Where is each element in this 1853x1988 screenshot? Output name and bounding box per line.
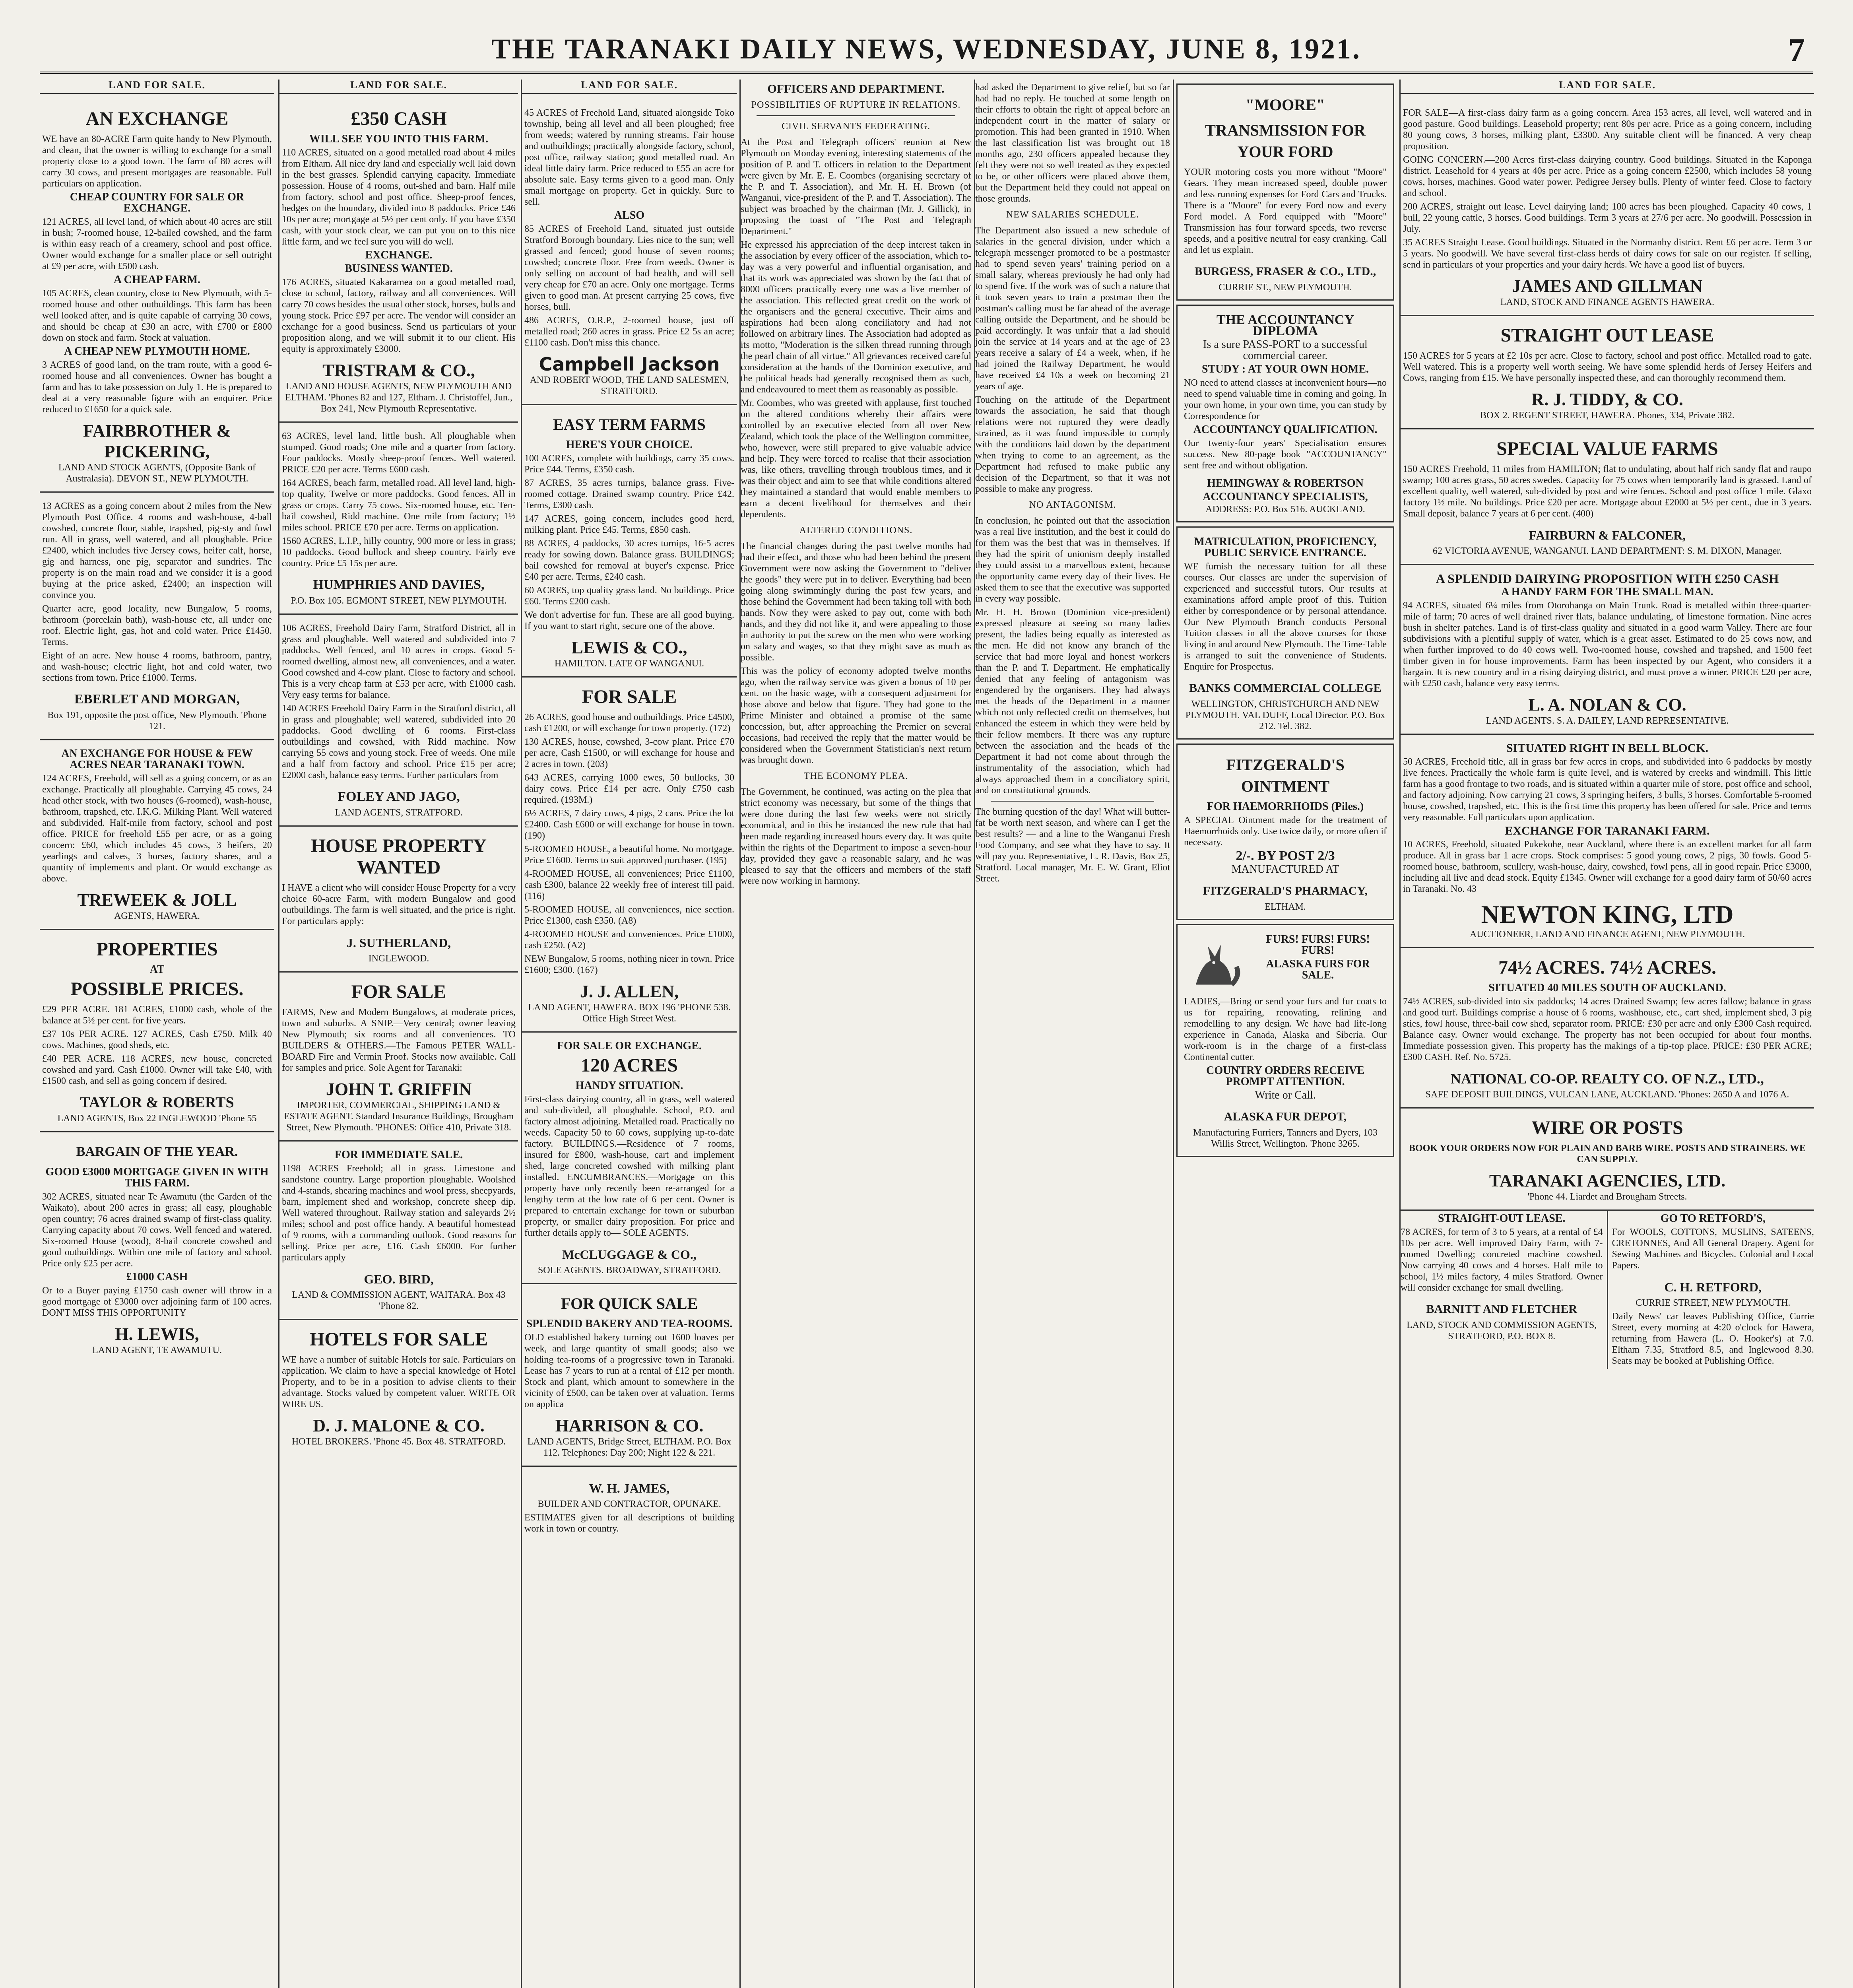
- advertiser-name: LEWIS & CO.,: [571, 638, 687, 657]
- advertiser-name: J. SUTHERLAND,: [346, 936, 451, 950]
- advertiser-name: FOLEY AND JAGO,: [338, 789, 460, 804]
- ad-120-acres: FOR SALE OR EXCHANGE. 120 ACRES HANDY SITUATION. First-class dairying country, all in grass, well watered and sub-divided, all ploughable. School, P.O. and factory almost adjoining. Metalled road. Practically no weeds. Capacity 50 to 60 cows, supplying up-to-date factory. BUILDINGS.—Residence of 7 rooms, insured for £800, wash-house, cart and implement shed, large concreted cowshed with milking plant installed. ENCUMBRANCES.—Mortgage on this property have only recently been re-arranged for a lengthy term at the low rate of 6 per cent. Owner is prepared to entertain exchange for town or suburban property, or smaller dairy proposition. For price and further details apply to— SOLE AGENTS. McCLUGGAGE & CO., SOLE AGENTS. BROADWAY, STRATFORD.: [522, 1033, 737, 1284]
- ad-newton-king: SITUATED RIGHT IN BELL BLOCK. 50 ACRES, Freehold title, all in grass bar few acres in crops, and subdivided into 6 paddocks by mostly live fences. Practically the whole farm is quite level, and is watered by creeks and windmill. This little farm has a good frontage to two roads, and is situated within a quarter mile of store, post office and school, and factory adjoining. Now carrying 21 cows, 3 springing heifers, 3 bulls, 3 horses. Comfortable 5-roomed house, cowshed, trapshed, etc. This is the first time this property has been offered for sale. Price and terms very reasonable. Full particulars upon application. EXCHANGE FOR TARANAKI FARM. 10 ACRES, Freehold, situated Pukekohe, near Auckland, where there is an excellent market for all farm produce. All in grass bar 1 acre crops. Stock comprises: 5 good young cows, 2 pigs, 30 fowls. Good 5-roomed house, bathroom, scullery, wash-house, dairy, cowshed, fowl pens, all in good repair. Price £3000, including all live and dead stock. Equity £1345. Owner will exchange for a good dairy farm of 50/60 acres in Taranaki. No. 43 NEWTON KING, LTD AUCTIONEER, LAND AND FINANCE AGENT, NEW PLYMOUTH.: [1401, 735, 1814, 948]
- column-6: [1173, 80, 1397, 1988]
- ad-wire-or-posts: WIRE OR POSTS BOOK YOUR ORDERS NOW FOR PLAIN AND BARB WIRE. POSTS AND STRAINERS. WE CAN SUPPLY. TARANAKI AGENCIES, LTD. 'Phone 44. Liardet and Brougham Streets.: [1401, 1109, 1814, 1211]
- ad-hotels-for-sale: HOTELS FOR SALE WE have a number of suitable Hotels for sale. Particulars on application. We claim to have a special knowledge of Hotel Property, and to be in a position to advise clients to their advantage. Stocks valued by competent valuer. WRITE OR WIRE US. D. J. MALONE & CO. HOTEL BROKERS. 'Phone 45. Box 48. STRATFORD.: [282, 1329, 516, 1447]
- advertiser-name: HUMPHRIES AND DAVIES,: [313, 577, 485, 592]
- ad-campbell-jackson: 45 ACRES of Freehold Land, situated alongside Toko township, being all level and all been ploughed; free from weeds; watered by running streams. Fair house and outbuildings; practically alongside factory, school, post office, railway station; good metalled road. An ideal little dairy farm. Price reduced to £55 an acre for absolute sale. Easy terms given to a good man. Only small mortgage on property. Get in quickly. Sure to sell. ALSO 85 ACRES of Freehold Land, situated just outside Stratford Borough boundary. Lies nice to the sun; well grassed and fenced; good house of seven rooms; cowshed; concrete floor. Free from weeds. Owner is only selling on account of bad health, and will sell very cheap for £70 an acre. Only one mortgage. Terms given to good man. At present carrying 25 cows, five horses, bull. 486 ACRES, O.R.P., 2-roomed house, just off metalled road; 260 acres in grass. Price £2 5s an acre; £1100 cash. Don't miss this chance. Campbell Jackson AND ROBERT WOOD, THE LAND SALESMEN, STRATFORD.: [522, 99, 737, 405]
- advertiser-name: NEWTON KING, LTD: [1481, 900, 1734, 928]
- section-label: LAND FOR SALE.: [40, 80, 274, 94]
- advertiser-name: J. J. ALLEN,: [580, 982, 679, 1001]
- ad-humphries-davies: 63 ACRES, level land, little bush. All ploughable when stumped. Good roads; One mile and a quarter from factory. Four paddocks. Mostly sheep-proof fences. Well watered. PRICE £20 per acre. Terms £600 cash. 164 ACRES, beach farm, metalled road. All level land, high-top quality, Twelve or more paddocks. Good fences. All in grass or crops. Carry 75 cows. Six-roomed house, etc. Ten-bail cowshed, Ridd machine. One mile from factory; 1½ miles school. PRICE £70 per acre. Terms on application. 1560 ACRES, L.I.P., hilly country, 900 more or less in grass; 10 paddocks. Good bullock and sheep country. Fairly eve country. Price £5 15s per acre. HUMPHRIES AND DAVIES, P.O. Box 105. EGMONT STREET, NEW PLYMOUTH.: [279, 423, 518, 615]
- ad-fitzgeralds-ointment: FITZGERALD'S OINTMENT FOR HAEMORRHOIDS (Piles.) A SPECIAL Ointment made for the treatment of Haemorrhoids only. Use twice daily, or more often if necessary. 2/-. BY POST 2/3 MANUFACTURED AT FITZGERALD'S PHARMACY, ELTHAM.: [1176, 744, 1394, 920]
- advertiser-name: BARNITT AND FLETCHER: [1426, 1303, 1577, 1316]
- ad-banks-commercial-college: MATRICULATION, PROFICIENCY, PUBLIC SERVICE ENTRANCE. WE furnish the necessary tuition for all these courses. Our classes are under the supervision of experienced and successful tutors. Our results at examinations afford ample proof of this. Tuition either by correspondence or by personal attendance. Our New Plymouth Branch conducts Personal Tuition classes in all the above courses for those living in and around New Plymouth. The Time-Table is arranged to suit the convenience of Students. Enquire for Prospectus. BANKS COMMERCIAL COLLEGE WELLINGTON, CHRISTCHURCH AND NEW PLYMOUTH. VAL DUFF, Local Director. P.O. Box 212. Tel. 382.: [1176, 526, 1394, 740]
- section-label: LAND FOR SALE.: [522, 80, 737, 94]
- ad-allen-for-sale: FOR SALE 26 ACRES, good house and outbuildings. Price £4500, cash £1200, or will exchange for town property. (172) 130 ACRES, house, cowshed, 3-cow plant. Price £70 per acre, Cash £1500, or will exchange for house and 2 acres in town. (203) 643 ACRES, carrying 1000 ewes, 50 bullocks, 30 dairy cows. Price £14 per acre. Only £750 cash required. (193M.) 6½ ACRES, 7 dairy cows, 4 pigs, 2 cans. Price the lot £2400. Cash £600 or will exchange for house in town. (190) 5-ROOMED HOUSE, a beautiful home. No mortgage. Price £1600. Terms to suit approved purchaser. (195) 4-ROOMED HOUSE, all conveniences; Price £1100, cash £300, balance 22 weekly free of interest till paid. (116) 5-ROOMED HOUSE, all conveniences, nice section. Price £1300, cash £350. (A8) 4-ROOMED HOUSE and conveniences. Price £1000, cash £250. (A2) NEW Bungalow, 5 rooms, nothing nicer in town. Price £1600; £300. (167) J. J. ALLEN, LAND AGENT, HAWERA. BOX 196 'PHONE 538. Office High Street West.: [522, 678, 737, 1033]
- column-7: [1399, 80, 1814, 1988]
- column-3: [521, 80, 737, 1988]
- advertiser-name: TRISTRAM & CO.,: [322, 361, 475, 380]
- ad-retfords: GO TO RETFORD'S, For WOOLS, COTTONS, MUSLINS, SATEENS, CRETONNES, And All General Drapery. Agent for Sewing Machines and Bicycles. Colonial and Local Papers. C. H. RETFORD, CURRIE STREET, NEW PLYMOUTH. Daily News' car leaves Publishing Office, Currie Street, every morning at 4:20 o'clock for Hawera, returning from Hawera (L. O. Hooker's) at 7.0. Eltham 7.35, Stratford 8.5, and Inglewood 8.30. Seats may be booked at Publishing Office.: [1612, 1212, 1814, 1366]
- advertiser-name: FAIRBROTHER & PICKERING,: [83, 421, 231, 461]
- advertiser-name: TREWEEK & JOLL: [77, 890, 237, 910]
- page-number: 7: [1788, 32, 1805, 69]
- advertiser-name: Campbell Jackson: [539, 353, 720, 375]
- section-label: LAND FOR SALE.: [279, 80, 518, 94]
- ad-for-quick-sale: FOR QUICK SALE SPLENDID BAKERY AND TEA-ROOMS. OLD established bakery turning out 1600 loaves per week, and large quantity of small goods; also we holding tea-rooms of a progressive town in Taranaki. Lease has 7 years to run at a rental of £12 per month. Stock and plant, which amount to somewhere in the vicinity of £500, can be taken over at valuation. Terms on applica HARRISON & CO. LAND AGENTS, Bridge Street, ELTHAM. P.O. Box 112. Telephones: Day 200; Night 122 & 221.: [522, 1284, 737, 1467]
- divider: [757, 115, 955, 116]
- ad-easy-term-farms: EASY TERM FARMS HERE'S YOUR CHOICE. 100 ACRES, complete with buildings, carry 35 cows. Price £44. Terms, £350 cash. 87 ACRES, 35 acres turnips, balance grass. Five-roomed cottage. Drained swamp country. Price £42. Terms, £300 cash. 147 ACRES, going concern, includes good herd, milking plant. Price £45. Terms, £850 cash. 88 ACRES, 4 paddocks, 30 acres turnips, 16-5 acres ready for sowing down. Balance grass. BUILDINGS; bail cowshed for removal at buyer's expense. Price £40 per acre. Terms, £240 cash. 60 ACRES, top quality grass land. No buildings. Price £60. Terms £200 cash. We don't advertise for fun. These are all good buying. If you want to start right, secure one of the above. LEWIS & CO., HAMILTON. LATE OF WANGANUI.: [522, 405, 737, 678]
- column-1: [40, 80, 274, 1988]
- advertiser-name: TARANAKI AGENCIES, LTD.: [1489, 1171, 1726, 1190]
- ad-geo-bird: FOR IMMEDIATE SALE. 1198 ACRES Freehold; all in grass. Limestone and sandstone country. Large proportion ploughable. Woolshed and 4-stands, shearing machines and wool press, sheepyards, barn, implement shed and workshop, concrete sheep dip. Well watered throughout. Railway station and saleyards 2½ miles; school and post office handy. A beautiful homestead of 9 rooms, with a commanding outlook. Good reasons for selling. Price per acre, £16. Cash £6000. For further particulars apply GEO. BIRD, LAND & COMMISSION AGENT, WAITARA. Box 43 'Phone 82.: [279, 1142, 518, 1320]
- column-2: [278, 80, 518, 1988]
- ad-alaska-furs: FURS! FURS! FURS! FURS! ALASKA FURS FOR SALE. LADIES,—Bring or send your furs and fur coats to us for repairing, renovating, relining and remodelling to any design. We have had life-long experience in Canada, Alaska and Siberia. Our work-room is in the charge of a first-class Continental cutter. COUNTRY ORDERS RECEIVE PROMPT ATTENTION. Write or Call. ALASKA FUR DEPOT, Manufacturing Furriers, Tanners and Dyers, 103 Willis Street, Wellington. 'Phone 3265.: [1176, 924, 1394, 1157]
- ad-griffin-for-sale: FOR SALE FARMS, New and Modern Bungalows, at moderate prices, town and suburbs. A SNIP.—Very central; owner leaving New Plymouth; six rooms and all conveniences. TO BUILDERS & OTHERS.—The Famous PETER WALL-BOARD Fire and Vermin Proof. Stocks now available. Call for samples and price. Sole Agent for Taranaki: JOHN T. GRIFFIN IMPORTER, COMMERCIAL, SHIPPING LAND & ESTATE AGENT. Standard Insurance Buildings, Brougham Street, New Plymouth. 'PHONES: Office 410, Private 318.: [279, 973, 518, 1142]
- advertiser-name: EBERLET AND MORGAN,: [74, 692, 240, 707]
- advertiser-name: JAMES AND GILLMAN: [1512, 276, 1703, 296]
- advertiser-name: H. LEWIS,: [115, 1324, 199, 1344]
- ad-eberlet-morgan: 13 ACRES as a going concern about 2 miles from the New Plymouth Post Office. 4 rooms and wash-house, 4-ball cowshed, concrete floor, stable, trapshed, pig-sty and fowl run. All in grass, well watered, and all ploughable. Price £2400, which includes five Jersey cows, heifer calf, horse, gig and harness, one pig, separator and sundries. The property is on the main road and we consider it is a good buying at the price asked, £2400; an inspection will convince you. Quarter acre, good locality, new Bungalow, 5 rooms, bathroom (porcelain bath), wash-house etc, all under one roof. Electric light, gas, hot and cold water. Price £1450. Terms. Eight of an acre. New house 4 rooms, bathroom, pantry, and wash-house; electric light, hot and cold water, two sections from town. Price £1000. Terms. EBERLET AND MORGAN, Box 191, opposite the post office, New Plymouth. 'Phone 121.: [40, 493, 274, 740]
- advertiser-name: FAIRBURN & FALCONER,: [1529, 528, 1686, 542]
- advertiser-name: FITZGERALD'S PHARMACY,: [1203, 884, 1368, 897]
- ad-splendid-dairying: A SPLENDID DAIRYING PROPOSITION WITH £250 CASH A HANDY FARM FOR THE SMALL MAN. 94 ACRES, situated 6¼ miles from Otorohanga on Main Trunk. Road is metalled within three-quarter-mile of farm; 70 acres of well drained river flats, balance undulating, of limestone formation. Nine acres bush in shelter patches. Land is of first-class quality and situated in a good warm Valley. There are four subdivisions with a plentiful supply of water, which is a great asset. Estimated to do 25 cows now, and when further improved to do 40 cows well. Two-roomed house, cowshed and trapshed, and 1500 feet timber given in for house improvements. Farm has been inspected by our Agent, who considers it a bargain. It is new country and in a rising dairying district, and must prove a winner. PRICE £20 per acre, with £250 cash, balance very easy terms. L. A. NOLAN & CO. LAND AGENTS. S. A. DAILEY, LAND REPRESENTATIVE.: [1401, 565, 1814, 735]
- ad-moore-transmission: "MOORE" TRANSMISSION FOR YOUR FORD YOUR motoring costs you more without "Moore" Gears. They mean increased speed, double power and less running expenses for Ford Cars and Trucks. There is a "Moore" for every Ford now and every Ford model. A Ford equipped with "Moore" Transmission has four forward speeds, two reverse speeds, and a positive neutral for easy cranking. Call and let us explain. BURGESS, FRASER & CO., LTD., CURRIE ST., NEW PLYMOUTH.: [1176, 83, 1394, 301]
- ad-barnitt-fletcher: STRAIGHT-OUT LEASE. 78 ACRES, for term of 3 to 5 years, at a rental of £4 10s per acre. Well improved Dairy Farm, with 7-roomed Dwelling; concreted machine cowshed. Now carrying 40 cows and 4 horses. Half mile to school, 1½ miles factory, 4 miles Stratford. Owner will consider exchange for small dwelling. BARNITT AND FLETCHER LAND, STOCK AND COMMISSION AGENTS, STRATFORD, P.O. BOX 8.: [1401, 1211, 1608, 1369]
- advertiser-name: TAYLOR & ROBERTS: [80, 1094, 234, 1111]
- ad-national-coop-realty: 74½ ACRES. 74½ ACRES. SITUATED 40 MILES SOUTH OF AUCKLAND. 74½ ACRES, sub-divided into six paddocks; 14 acres Drained Swamp; few acres fallow; balance in grass and good turf. Buildings comprise a house of 6 rooms, washhouse, etc., cart shed, implement shed, 3 pig sties, fowl house, three-bail cow shed, separator room. PRICE: £30 per acre and only £300 Cash required. Balance easy. Owner would exchange. The property has not been occupied for about four months. Immediate possession given. This property has the makings of a tip-top place. PRICE: £30 PER ACRE; £300 CASH. Ref. No. 5725. NATIONAL CO-OP. REALTY CO. OF N.Z., LTD., SAFE DEPOSIT BUILDINGS, VULCAN LANE, AUCKLAND. 'Phones: 2650 A and 1076 A.: [1401, 948, 1814, 1109]
- advertiser-name: ALASKA FUR DEPOT,: [1224, 1110, 1347, 1123]
- advertiser-name: JOHN T. GRIFFIN: [326, 1079, 472, 1099]
- fox-illustration-icon: [1184, 934, 1244, 994]
- advertiser-name: HARRISON & CO.: [555, 1416, 704, 1435]
- newspaper-title: THE TARANAKI DAILY NEWS, WEDNESDAY, JUNE 8, 1921.: [491, 33, 1361, 65]
- advertiser-name: NATIONAL CO-OP. REALTY CO. OF N.Z., LTD.,: [1451, 1071, 1764, 1087]
- advertiser-name: BURGESS, FRASER & CO., LTD.,: [1194, 265, 1376, 278]
- bottom-ads-row: [1401, 1211, 1814, 1369]
- advertiser-name: D. J. MALONE & CO.: [313, 1416, 485, 1435]
- ad-foley-jago: 106 ACRES, Freehold Dairy Farm, Stratford District, all in grass and ploughable. Well watered and subdivided into 7 paddocks. Well fenced, and 10 acres in crops. Good 5-roomed dwelling, almost new, all conveniences, and a water. Good cowshed and 4-cow plant. Close to factory and school. This is a very cheap farm at £53 per acre, with £1000 cash. Very easy terms for balance. 140 ACRES Freehold Dairy Farm in the Stratford district, all in grass and ploughable; well watered, subdivided into 20 paddocks. Good dwelling of 6 rooms. First-class outbuildings and cowshed, with Ridd machine. Now carrying 55 cows and young stock. Free of weeds. One mile and a half from factory and school. Price £15 per acre; £2000 cash, balance easy terms. Further particulars from FOLEY AND JAGO, LAND AGENTS, STRATFORD.: [279, 615, 518, 827]
- ad-an-exchange: AN EXCHANGE WE have an 80-ACRE Farm quite handy to New Plymouth, and clean, that the owner is willing to exchange for a small property close to a good town. The farm of 80 acres will carry 30 cows, and present mortgages are reasonable. Full particulars on application. CHEAP COUNTRY FOR SALE OR EXCHANGE. 121 ACRES, all level land, of which about 40 acres are still in bush; 7-roomed house, 12-bailed cowshed, and the farm is within easy reach of a creamery, school and post office. Owner would exchange for a smaller place or sell outright at £9 per acre, with £500 cash. A CHEAP FARM. 105 ACRES, clean country, close to New Plymouth, with 5-roomed house and other outbuildings. This farm has been well looked after, and is quite capable of carrying 30 cows, and should be cheap at £30 an acre, with £700 or £800 down on stock and farm. Stock at valuation. A CHEAP NEW PLYMOUTH HOME. 3 ACRES of good land, on the tram route, with a good 6-roomed house and all conveniences. Owner has bought a farm and has to take possession on July 1. He is prepared to deal at a very reasonable figure with an enquirer. Price reduced to £1650 for a quick sale. FAIRBROTHER & PICKERING, LAND AND STOCK AGENTS, (Opposite Bank of Australasia). DEVON ST., NEW PLYMOUTH.: [40, 99, 274, 493]
- ad-james-gillman: FOR SALE—A first-class dairy farm as a going concern. Area 153 acres, all level, well watered and in good pasture. Good buildings. Leasehold property; rent 80s per acre. Price as a going concern, including 80 young cows, 3 horses, milking plant, £3300. Any suitable client will be financed. A very cheap proposition. GOING CONCERN.—200 Acres first-class dairying country. Good buildings. Situated in the Kaponga district. Leasehold for 4 years at 40s per acre. Price as a going concern £2500, which includes 58 young cows, horses, machines. Good water power. Pedigree Jersey bulls. Plenty of winter feed. Close to factory and school. 200 ACRES, straight out lease. Level dairying land; 100 acres has been ploughed. Capacity 40 cows, 1 bull, 22 young cattle, 3 horses. Good buildings. Term 3 years at 27/6 per acre. No goodwill. Possession in July. 35 ACRES Straight Lease. Good buildings. Situated in the Normanby district. Rent £6 per acre. Term 3 or 5 years. No goodwill. We have several first-class herds of dairy cows for sale on our register. If selling, send in particulars of your properties and your dairy herds. We have a good list of buyers. JAMES AND GILLMAN LAND, STOCK AND FINANCE AGENTS HAWERA.: [1401, 99, 1814, 316]
- ad-special-value-farms: SPECIAL VALUE FARMS 150 ACRES Freehold, 11 miles from HAMILTON; flat to undulating, about half rich sandy flat and raupo swamp; 100 acres grass, 50 acres swedes. Capacity for 75 cows when temporarily land is grassed. Land of excellent quality, well watered, sub-divided by post and wire fences. School and post office 1 mile. Glaxo factory 1½ mile. No buildings. Price £20 per acre. Mortgage about £2000 at 5½ per cent., due in 3 years. Small deposit, balance 7 years at 6 per cent. (400) FAIRBURN & FALCONER, 62 VICTORIA AVENUE, WANGANUI. LAND DEPARTMENT: S. M. DIXON, Manager.: [1401, 429, 1814, 565]
- advertiser-name: R. J. TIDDY, & CO.: [1531, 390, 1683, 409]
- masthead: [40, 28, 1813, 74]
- divider: [991, 801, 1154, 802]
- ad-treweek-joll: AN EXCHANGE FOR HOUSE & FEW ACRES NEAR TARANAKI TOWN. 124 ACRES, Freehold, will sell as a going concern, or as an exchange. Practically all ploughable. Carrying 45 cows, 24 head other stock, with two houses (6-roomed), wash-house, bathroom, trapshed, etc. I.K.G. Milking Plant. Well watered and subdivided. Half-mile from factory, school and post office. PRICE for freehold £55 per acre, or as a going concern: £60, which includes 45 cows, 3 heifers, 20 yearlings and calves, 3 horses, factory shares, and a quantity of implements and plant. Or would exchange as above. TREWEEK & JOLL AGENTS, HAWERA.: [40, 740, 274, 930]
- ad-accountancy-diploma: THE ACCOUNTANCY DIPLOMA Is a sure PASS-PORT to a successful commercial career. STUDY : AT YOUR OWN HOME. NO need to attend classes at inconvenient hours—no need to spend valuable time in coming and going. In your own home, in your own time, you can study by Correspondence for ACCOUNTANCY QUALIFICATION. Our twenty-four years' Specialisation ensures success. New 80-page book "ACCOUNTANCY" sent free and without obligation. HEMINGWAY & ROBERTSON ACCOUNTANCY SPECIALISTS, ADDRESS: P.O. Box 516. AUCKLAND.: [1176, 305, 1394, 522]
- ad-house-property-wanted: HOUSE PROPERTY WANTED I HAVE a client who will consider House Property for a very choice 60-acre Farm, with modern Bungalow and good outbuildings. The farm is well situated, and the price is right. For particulars apply: J. SUTHERLAND, INGLEWOOD.: [279, 827, 518, 973]
- ad-w-h-james: W. H. JAMES, BUILDER AND CONTRACTOR, OPUNAKE. ESTIMATES given for all descriptions of building work in town or country.: [522, 1467, 737, 1544]
- section-label: LAND FOR SALE.: [1401, 80, 1814, 94]
- advertiser-name: BANKS COMMERCIAL COLLEGE: [1189, 681, 1382, 695]
- article-headline: OFFICERS AND DEPARTMENT.: [767, 82, 945, 95]
- ad-possible-prices: PROPERTIES AT POSSIBLE PRICES. £29 PER ACRE. 181 ACRES, £1000 cash, whole of the balance at 5½ per cent. for five years. £37 10s PER ACRE. 127 ACRES, Cash £750. Milk 40 cows. Machines, good sheds, etc. £40 PER ACRE. 118 ACRES, new house, concreted cowshed and yard. Cash £1000. Owner will take £40, with £1500 cash, and sell as going concern if desired. TAYLOR & ROBERTS LAND AGENTS, Box 22 INGLEWOOD 'Phone 55: [40, 930, 274, 1132]
- advertiser-name: C. H. RETFORD,: [1664, 1280, 1762, 1294]
- advertiser-name: W. H. JAMES,: [589, 1481, 670, 1495]
- advertiser-name: HEMINGWAY & ROBERTSON ACCOUNTANCY SPECIALISTS,: [1203, 477, 1368, 503]
- column-5: had asked the Department to give relief, but so far had had no reply. He touched at some length on their efforts to obtain the right of appeal before an independent court in the matter of salary or promotion. This had been granted in 1910. When the last classification list was brought out 18 months ago, 230 officers appealed because they felt they were not so well treated as they expected to be, or other officers were placed above them, but the Department held they could not appeal on those grounds. NEW SALARIES SCHEDULE. The Department also issued a new schedule of salaries in the general division, under which a telegraph messenger promoted to be a postmaster had to spend seven years' training period on a small salary, whereas previously he had only had to spend five. If the work was of such a nature that it took seven years to train a postman then the postman's calling must be far ahead of the average calling outside the Department, and he should be paid accordingly. It was unfair that a lad should join the service at 14 years and at the age of 23 years receive a salary of £4 a week, when, if he had joined the Railway Department, he would have received £4 10s a week on becoming 21 years of age. Touching on the attitude of the Department towards the association, he said that though relations were not ruptured they were deadly strained, as it was found impossible to comply with the conditions laid down by the department when trying to come to an agreement, as the Department had refused to make public any decision of the Department, so that it was not possible to make any progress. NO ANTAGONISM. In conclusion, he pointed out that the association was a real live institution, and the best it could do for them was the best that was in themselves. If they had the spirit of unionism deeply installed they could assist to a marvellous extent, because the opportunity came every day of their lives. He asked them to see that the executive was supported in every way possible. Mr. H. H. Brown (Dominion vice-president) expressed pleasure at seeing so many ladies present, the ladies being equally as interested as the men. He did not know any branch of the service that had more loyal and honest workers than the P. and T. Department. He emphatically denied that any feeling of antagonism was engendered by the organisers. They had always met the heads of the Department in a manner which not only reflected credit on themselves, but enhanced the esteem in which they were held by their fellow members. If there was any rupture between the association and the heads of the Department it had not come about through the instrumentality of the association, which had always approached them in a conciliatory spirit, and on constitutional grounds. The burning question of the day! What will butter-fat be worth next season, and where can I get the best results? — and a line to the Wanganui Fresh Food Company, and see what they have to say. It will pay you. Representative, L. R. Davis, Box 25, Stratford. Local manager, Mr. E. W. Grant, Eliot Street.: [974, 80, 1170, 1988]
- advertiser-name: McCLUGGAGE & CO.,: [562, 1247, 697, 1262]
- ad-bargain-of-year: BARGAIN OF THE YEAR. GOOD £3000 MORTGAGE GIVEN IN WITH THIS FARM. 302 ACRES, situated near Te Awamutu (the Garden of the Waikato), about 200 acres in grass; all easy, ploughable open country; 76 acres drained swamp of first-class quality. Carrying capacity about 70 cows. Well fenced and watered. Six-roomed House (wood), 8-bail concrete cowshed and good outbuildings. Within one mile of factory and school. Price only £25 per acre. £1000 CASH Or to a Buyer paying £1750 cash owner will throw in a good mortgage of £3000 over adjoining farm of 100 acres. DON'T MISS THIS OPPORTUNITY H. LEWIS, LAND AGENT, TE AWAMUTU.: [42, 1144, 272, 1355]
- advertiser-name: L. A. NOLAN & CO.: [1528, 695, 1686, 714]
- column-4: OFFICERS AND DEPARTMENT. POSSIBILITIES OF RUPTURE IN RELATIONS. CIVIL SERVANTS FEDERATING. At the Post and Telegraph officers' reunion at New Plymouth on Monday evening, interesting statements of the position of P. and T. officers in relation to the Department were given by Mr. E. E. Coombes (organising secretary of the P. and T. Association), and Mr. H. H. Brown (of Wanganui, vice-president of the P. and T. Association). The subject was broached by the chairman (Mr. J. Gillick), in proposing the toast of "The Post and Telegraph Department." He expressed his appreciation of the deep interest taken in the association by every officer of the association, which to-day was a very powerful and influential organisation, and that its work was appreciated was shown by the fact that of 8000 officers practically every one was a live member of the association. This reflected great credit on the work of the organisers and the general executive. Their aims and aspirations had been along conciliatory and had not followed on arbitrary lines. The Association had adopted as its motto, "Moderation is the silken thread running through the pearl chain of all virtue." All grievances received careful consideration at the hands of the Dominion executive, and the political heads had generally recognised them as such, and endeavoured to meet them as reasonably as possible. Mr. Coombes, who was greeted with applause, first touched on the altered conditions whereby their affairs were controlled by an executive elected from all over New Zealand, which took the place of the Wellington committee, who, however, were still prepared to give valuable advice and help. They were forced to realise that their association was, like others, travelling through troublous times, and it was their object and aim to see that while conditions altered they maintained a standard that would enable members to earn a decent livelihood for themselves and their dependents. ALTERED CONDITIONS. The financial changes during the past twelve months had had their effect, and those who had been behind the present Government were now asking the Government to "deliver the goods" they were put in to deliver. Everything had been going along swimmingly during the past few years, and those behind the Government had been taking toll with both hands. Now they were asked to pay out, come with both hands, and they did not like it, and were appealing to those in authority to put the screw on the men who were working on salary and wages, so that they might save as much as possible. This was the policy of economy adopted twelve months ago, when the railway service was given a bonus of 10 per cent. on the basic wage, with a consequent adjustment for those above and below that figure. They had gone to the Prime Minister and obtained a promise of the same concession, but, after approaching the Premier on several occasions, had received the reply that the matter would be considered when the Government Statistician's next return was brought down. THE ECONOMY PLEA. The Government, he continued, was acting on the plea that strict economy was necessary, but some of the things that were done during the last few weeks were not strictly economical, and in this he instanced the new rule that had been made regarding increased hours every day. It was quite within the rights of the Department to impose a seven-hour day, provided they gave a reasonable salary, and he was pleased to say that the officers and members of the staff were now working in harmony.: [739, 80, 971, 1988]
- ad-straight-out-lease: STRAIGHT OUT LEASE 150 ACRES for 5 years at £2 10s per acre. Close to factory, school and post office. Metalled road to gate. Well watered. This is a property well worth seeing. We have some splendid herds of Jersey Heifers and Cows, ranging from £15. We have personally inspected these, and can thoroughly recommend them. R. J. TIDDY, & CO. BOX 2. REGENT STREET, HAWERA. Phones, 334, Private 382.: [1401, 316, 1814, 429]
- ad-350-cash: £350 CASH WILL SEE YOU INTO THIS FARM. 110 ACRES, situated on a good metalled road about 4 miles from Eltham. All nice dry land and especially well laid down in the best grasses. Splendid carrying capacity. Immediate possession. House of 4 rooms, out-shed and barn. Half mile from factory, school and post office. Sheep-proof fences, hedges on the boundary, divided into 8 paddocks. Price £46 10s per acre; mortgage at 5½ per cent only. If you have £350 cash, with your stock clear, we can put you on to this nice little farm, and we feel sure you will do well. EXCHANGE. BUSINESS WANTED. 176 ACRES, situated Kakaramea on a good metalled road, close to school, factory, railway and all conveniences. Will carry 70 cows besides the usual other stock, horses, bulls and young stock. Price £97 per acre. The vendor will consider an exchange for a good business. Send us particulars of your proposition along, and we will submit it to our client. His equity is approximately £3000. TRISTRAM & CO., LAND AND HOUSE AGENTS, NEW PLYMOUTH AND ELTHAM. 'Phones 82 and 127, Eltham. J. Christoffel, Jun., Box 241, New Plymouth Representative.: [279, 99, 518, 423]
- advertiser-name: GEO. BIRD,: [364, 1272, 434, 1286]
